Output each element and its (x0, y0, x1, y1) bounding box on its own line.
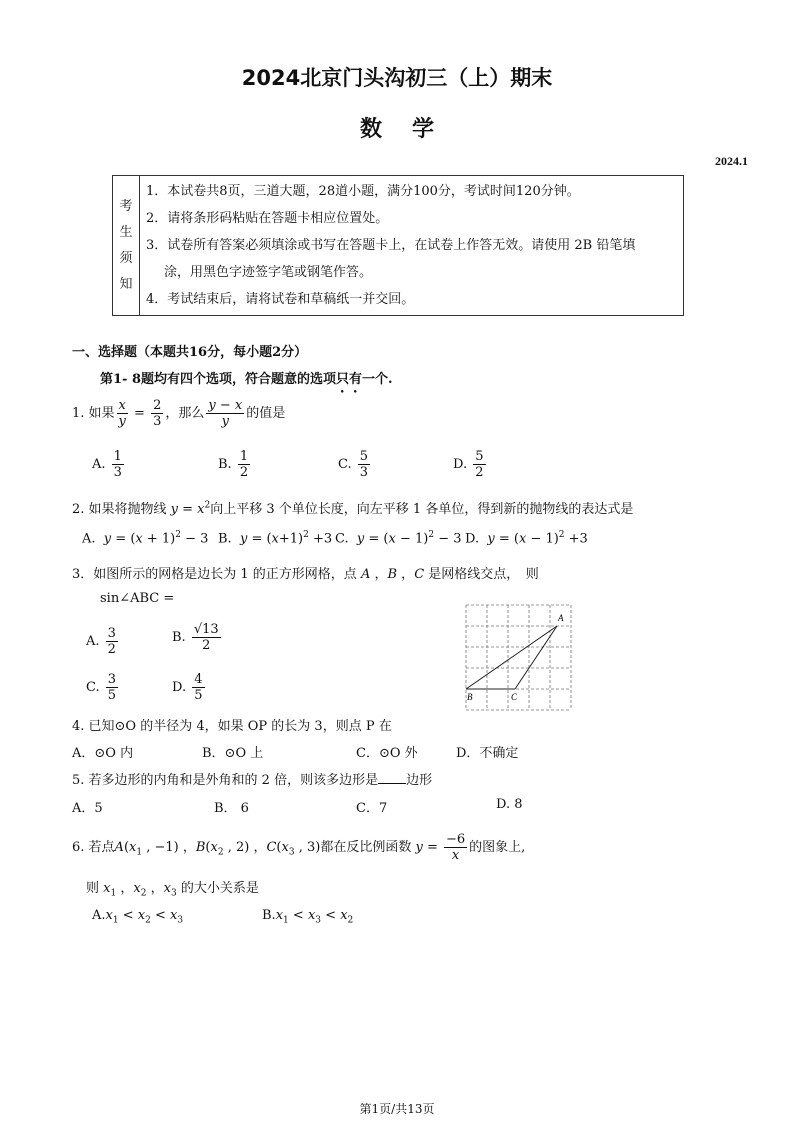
notice-heading-char: 知 (119, 276, 133, 292)
point-b-label: B (467, 692, 473, 702)
q6-option-b: $B.x_1 < x_3 < x_2$ (262, 908, 354, 926)
notice-item: 3．试卷所有答案必须填涂或书写在答题卡上，在试卷上作答无效。请使用 2B 铅笔填 (146, 238, 636, 253)
notice-heading-char: 生 (119, 224, 133, 240)
question-4: 4. 已知⊙O 的半径为 4，如果 OP 的长为 3，则点 P 在 (72, 719, 392, 734)
question-3: 3．如图所示的网格是边长为 1 的正方形网格，点 A ，B ，C 是网格线交点， 则 (72, 567, 539, 582)
notice-heading (113, 176, 140, 316)
q2-option-c: C. $y = (x - 1)^2 - 3$ (335, 530, 462, 547)
subject-title: 数学 (359, 117, 464, 142)
notice-item: 4．考试结束后，请将试卷和草稿纸一并交回。 (146, 292, 415, 307)
question-5: 5. 若多边形的内角和是外角和的 2 倍，则该多边形是 边形 (72, 773, 433, 788)
notice-heading-char: 须 (119, 250, 133, 266)
page-title: 2024北京门头沟初三（上）期末 (241, 66, 553, 90)
notice-item: 涂，用黑色字迹签字笔或钢笔作答。 (164, 265, 373, 280)
notice-box (112, 175, 684, 316)
q3-option-d: D. $\frac{4}{5}$ (172, 672, 203, 703)
q2-option-b: B. $y = (x+1)^2 +3$ (218, 530, 333, 547)
section-instruction: 第1- 8题均有四个选项，符合题意的选项只有一个. (100, 372, 393, 387)
q3-option-b: B. $\frac{√13}{2}$ (172, 622, 219, 653)
q4-option-d: D．不确定 (456, 746, 519, 761)
q1-option-b: B. $\frac{1}{2}$ (218, 449, 249, 480)
segment-ca (515, 626, 557, 689)
q4-option-c: C．⊙O 外 (356, 746, 418, 761)
q1-option-a: A. $\frac{1}{3}$ (92, 449, 122, 480)
q5-option-b: B． 6 (214, 801, 249, 816)
question-1: 1. 如果 $\frac{x}{y}$ = $\frac{2}{3}$ ，那么 $\frac{y - x}{y}$ 的值是 (72, 398, 286, 429)
segment-ba (466, 626, 557, 689)
notice-heading-char: 考 (119, 198, 133, 214)
notice-item: 1．本试卷共8页，三道大题，28道小题，满分100分，考试时间120分钟。 (146, 184, 580, 199)
q2-option-a: A. $y = (x + 1)^2 - 3$ (82, 530, 209, 547)
q6-option-a: $A.x_1 < x_2 < x_3$ (92, 908, 184, 926)
question-2: 2. 如果将抛物线 $y = x^2$向上平移 3 个单位长度，向左平移 1 各单位，得到新的抛物线的表达式是 (72, 500, 634, 517)
q1-option-c: C. $\frac{5}{3}$ (338, 449, 369, 480)
section-title: 一、选择题（本题共16分，每小题2分） (72, 345, 308, 360)
notice-item: 2．请将条形码粘贴在答题卡相应位置处。 (146, 211, 389, 226)
q4-option-b: B．⊙O 上 (202, 746, 264, 761)
q3-option-c: C. $\frac{3}{5}$ (86, 672, 117, 703)
q3-option-a: A. $\frac{3}{2}$ (86, 626, 116, 657)
exam-date: 2024.1 (715, 154, 748, 168)
q5-option-c: C．7 (356, 801, 388, 816)
page-footer: 第1页/共13页 (359, 1102, 435, 1116)
question-6-line2: 则 $x_1$ ，$x_2$ ，$x_3$ 的大小关系是 (86, 881, 259, 899)
q3-sin-expression: sin∠ABC = (100, 591, 175, 606)
q1-option-d: D. $\frac{5}{2}$ (453, 449, 484, 480)
notice-body (140, 176, 684, 316)
q5-option-a: A．5 (72, 801, 103, 816)
question-6: 6. 若点$A(x_1$ , −1) ，$B(x_2$ , 2) ，$C(x_3$ , 3)都在反比例函数 y = $\frac{-6}{x}$ 的图象上, (72, 832, 526, 863)
q5-option-d: D. 8 (496, 797, 523, 812)
answer-blank (378, 771, 406, 784)
point-c-label: C (511, 692, 518, 702)
grid-figure (462, 602, 574, 712)
point-a-label: A (558, 613, 564, 623)
q4-option-a: A．⊙O 内 (72, 746, 134, 761)
q2-option-d: D. $y = (x - 1)^2 +3$ (465, 530, 588, 547)
